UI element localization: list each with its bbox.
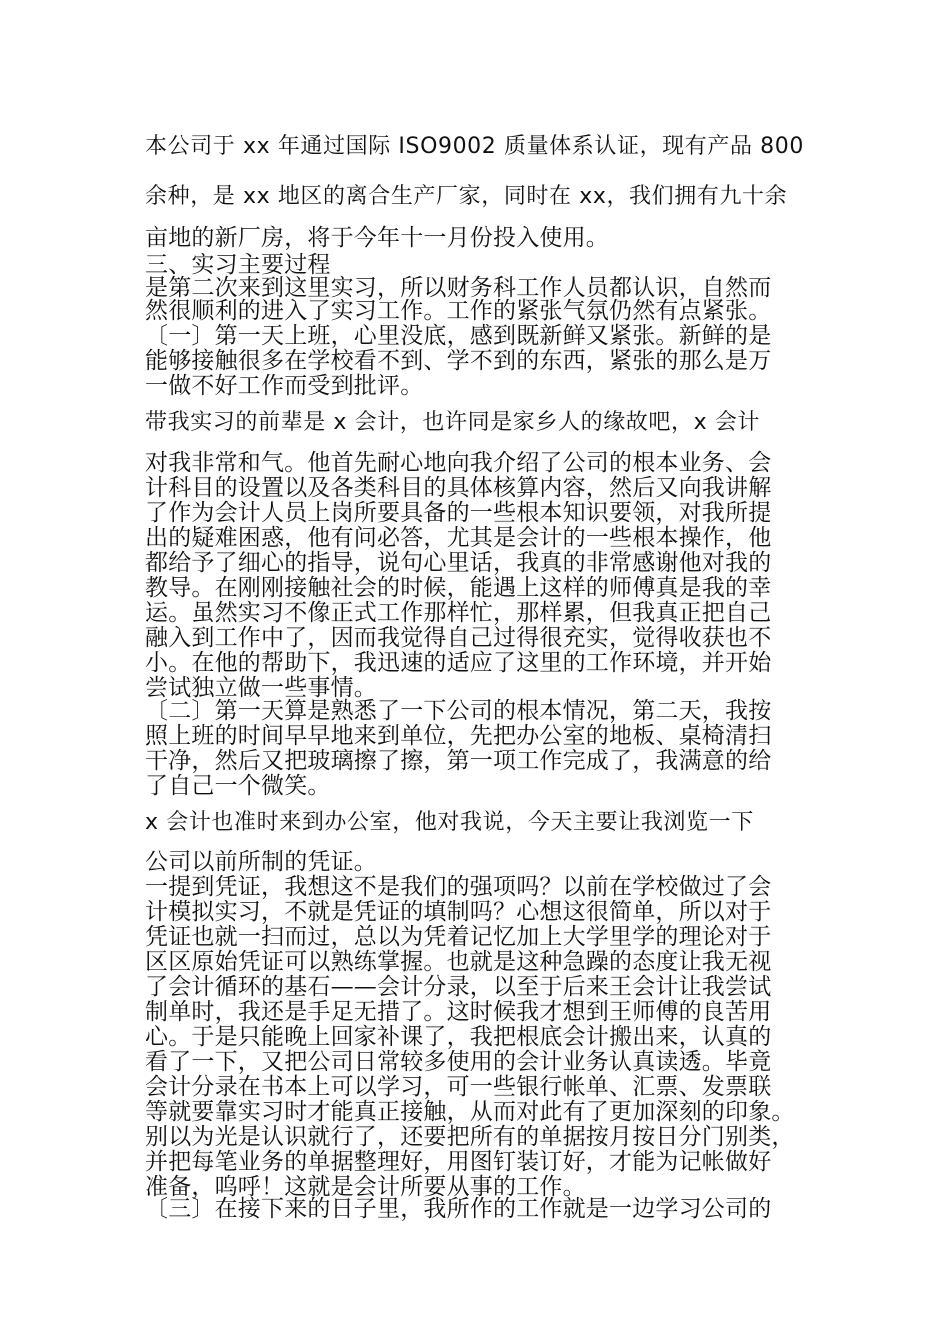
text-line: x 会计也准时来到办公室，他对我说，今天主要让我浏览一下 [145, 810, 754, 835]
text-line: 教导。在刚刚接触社会的时候，能遇上这样的师傅真是我的幸 [145, 575, 772, 601]
section-heading: 三、实习主要过程 [145, 252, 331, 278]
text-line: 区区原始凭证可以熟练掌握。也就是这种急躁的态度让我无视 [145, 949, 772, 975]
text-line: 带我实习的前辈是 x 会计，也许同是家乡人的缘故吧，x 会计 [145, 410, 761, 435]
text-line: 〔二〕第一天算是熟悉了一下公司的根本情况，第二天，我按 [145, 698, 772, 724]
text-line: 然很顺利的进入了实习工作。工作的紧张气氛仍然有点紧张。 [145, 298, 772, 324]
text-line: 制单时，我还是手足无措了。这时候我才想到王师傅的良苦用 [145, 999, 772, 1025]
text-line: 并把每笔业务的单据整理好，用图钉装订好，才能为记帐做好 [145, 1149, 772, 1175]
text-line: 融入到工作中了，因而我觉得自己过得很充实，觉得收获也不 [145, 625, 772, 651]
text-line: 看了一下，又把公司日常较多使用的会计业务认真读透。毕竟 [145, 1049, 772, 1075]
text-line: 〔三〕在接下来的日子里，我所作的工作就是一边学习公司的 [145, 1196, 772, 1222]
text-line: 是第二次来到这里实习，所以财务科工作人员都认识，自然而 [145, 275, 772, 301]
text-line: 干净，然后又把玻璃擦了擦，第一项工作完成了，我满意的给 [145, 748, 772, 774]
text-line: 小。在他的帮助下，我迅速的适应了这里的工作环境，并开始 [145, 650, 772, 676]
text-line: 对我非常和气。他首先耐心地向我介绍了公司的根本业务、会 [145, 450, 772, 476]
text-line: 准备，呜呼！这就是会计所要从事的工作。 [145, 1174, 586, 1200]
text-line: 了会计循环的基石——会计分录，以至于后来王会计让我尝试 [145, 974, 772, 1000]
text-line: 公司以前所制的凭证。 [145, 849, 377, 875]
text-line: 本公司于 xx 年通过国际 ISO9002 质量体系认证，现有产品 800 [145, 134, 804, 159]
text-line: 计科目的设置以及各类科目的具体核算内容，然后又向我讲解 [145, 475, 772, 501]
text-line: 余种，是 xx 地区的离合生产厂家，同时在 xx，我们拥有九十余 [145, 184, 788, 209]
text-line: 尝试独立做一些事情。 [145, 675, 377, 701]
text-line: 计模拟实习，不就是凭证的填制吗？心想这很简单，所以对于 [145, 899, 772, 925]
text-line: 凭证也就一扫而过，总以为凭着记忆加上大学里学的理论对于 [145, 924, 772, 950]
text-line: 亩地的新厂房，将于今年十一月份投入使用。 [145, 225, 609, 251]
text-line: 了作为会计人员上岗所要具备的一些根本知识要领，对我所提 [145, 500, 772, 526]
text-line: 运。虽然实习不像正式工作那样忙，那样累，但我真正把自己 [145, 600, 772, 626]
text-line: 〔一〕第一天上班，心里没底，感到既新鲜又紧张。新鲜的是 [145, 323, 772, 349]
text-line: 照上班的时间早早地来到单位，先把办公室的地板、桌椅清扫 [145, 723, 772, 749]
text-line: 都给予了细心的指导，说句心里话，我真的非常感谢他对我的 [145, 550, 772, 576]
text-line: 别以为光是认识就行了，还要把所有的单据按月按日分门别类， [145, 1124, 795, 1150]
text-line: 一提到凭证，我想这不是我们的强项吗？以前在学校做过了会 [145, 874, 772, 900]
text-line: 出的疑难困惑，他有问必答，尤其是会计的一些根本操作，他 [145, 525, 772, 551]
text-line: 能够接触很多在学校看不到、学不到的东西，紧张的那么是万 [145, 348, 772, 374]
text-line: 一做不好工作而受到批评。 [145, 373, 424, 399]
text-line: 等就要靠实习时才能真正接触，从而对此有了更加深刻的印象。 [145, 1099, 795, 1125]
text-line: 心。于是只能晚上回家补课了，我把根底会计搬出来，认真的 [145, 1024, 772, 1050]
text-line: 会计分录在书本上可以学习，可一些银行帐单、汇票、发票联 [145, 1074, 772, 1100]
text-line: 了自己一个微笑。 [145, 773, 331, 799]
